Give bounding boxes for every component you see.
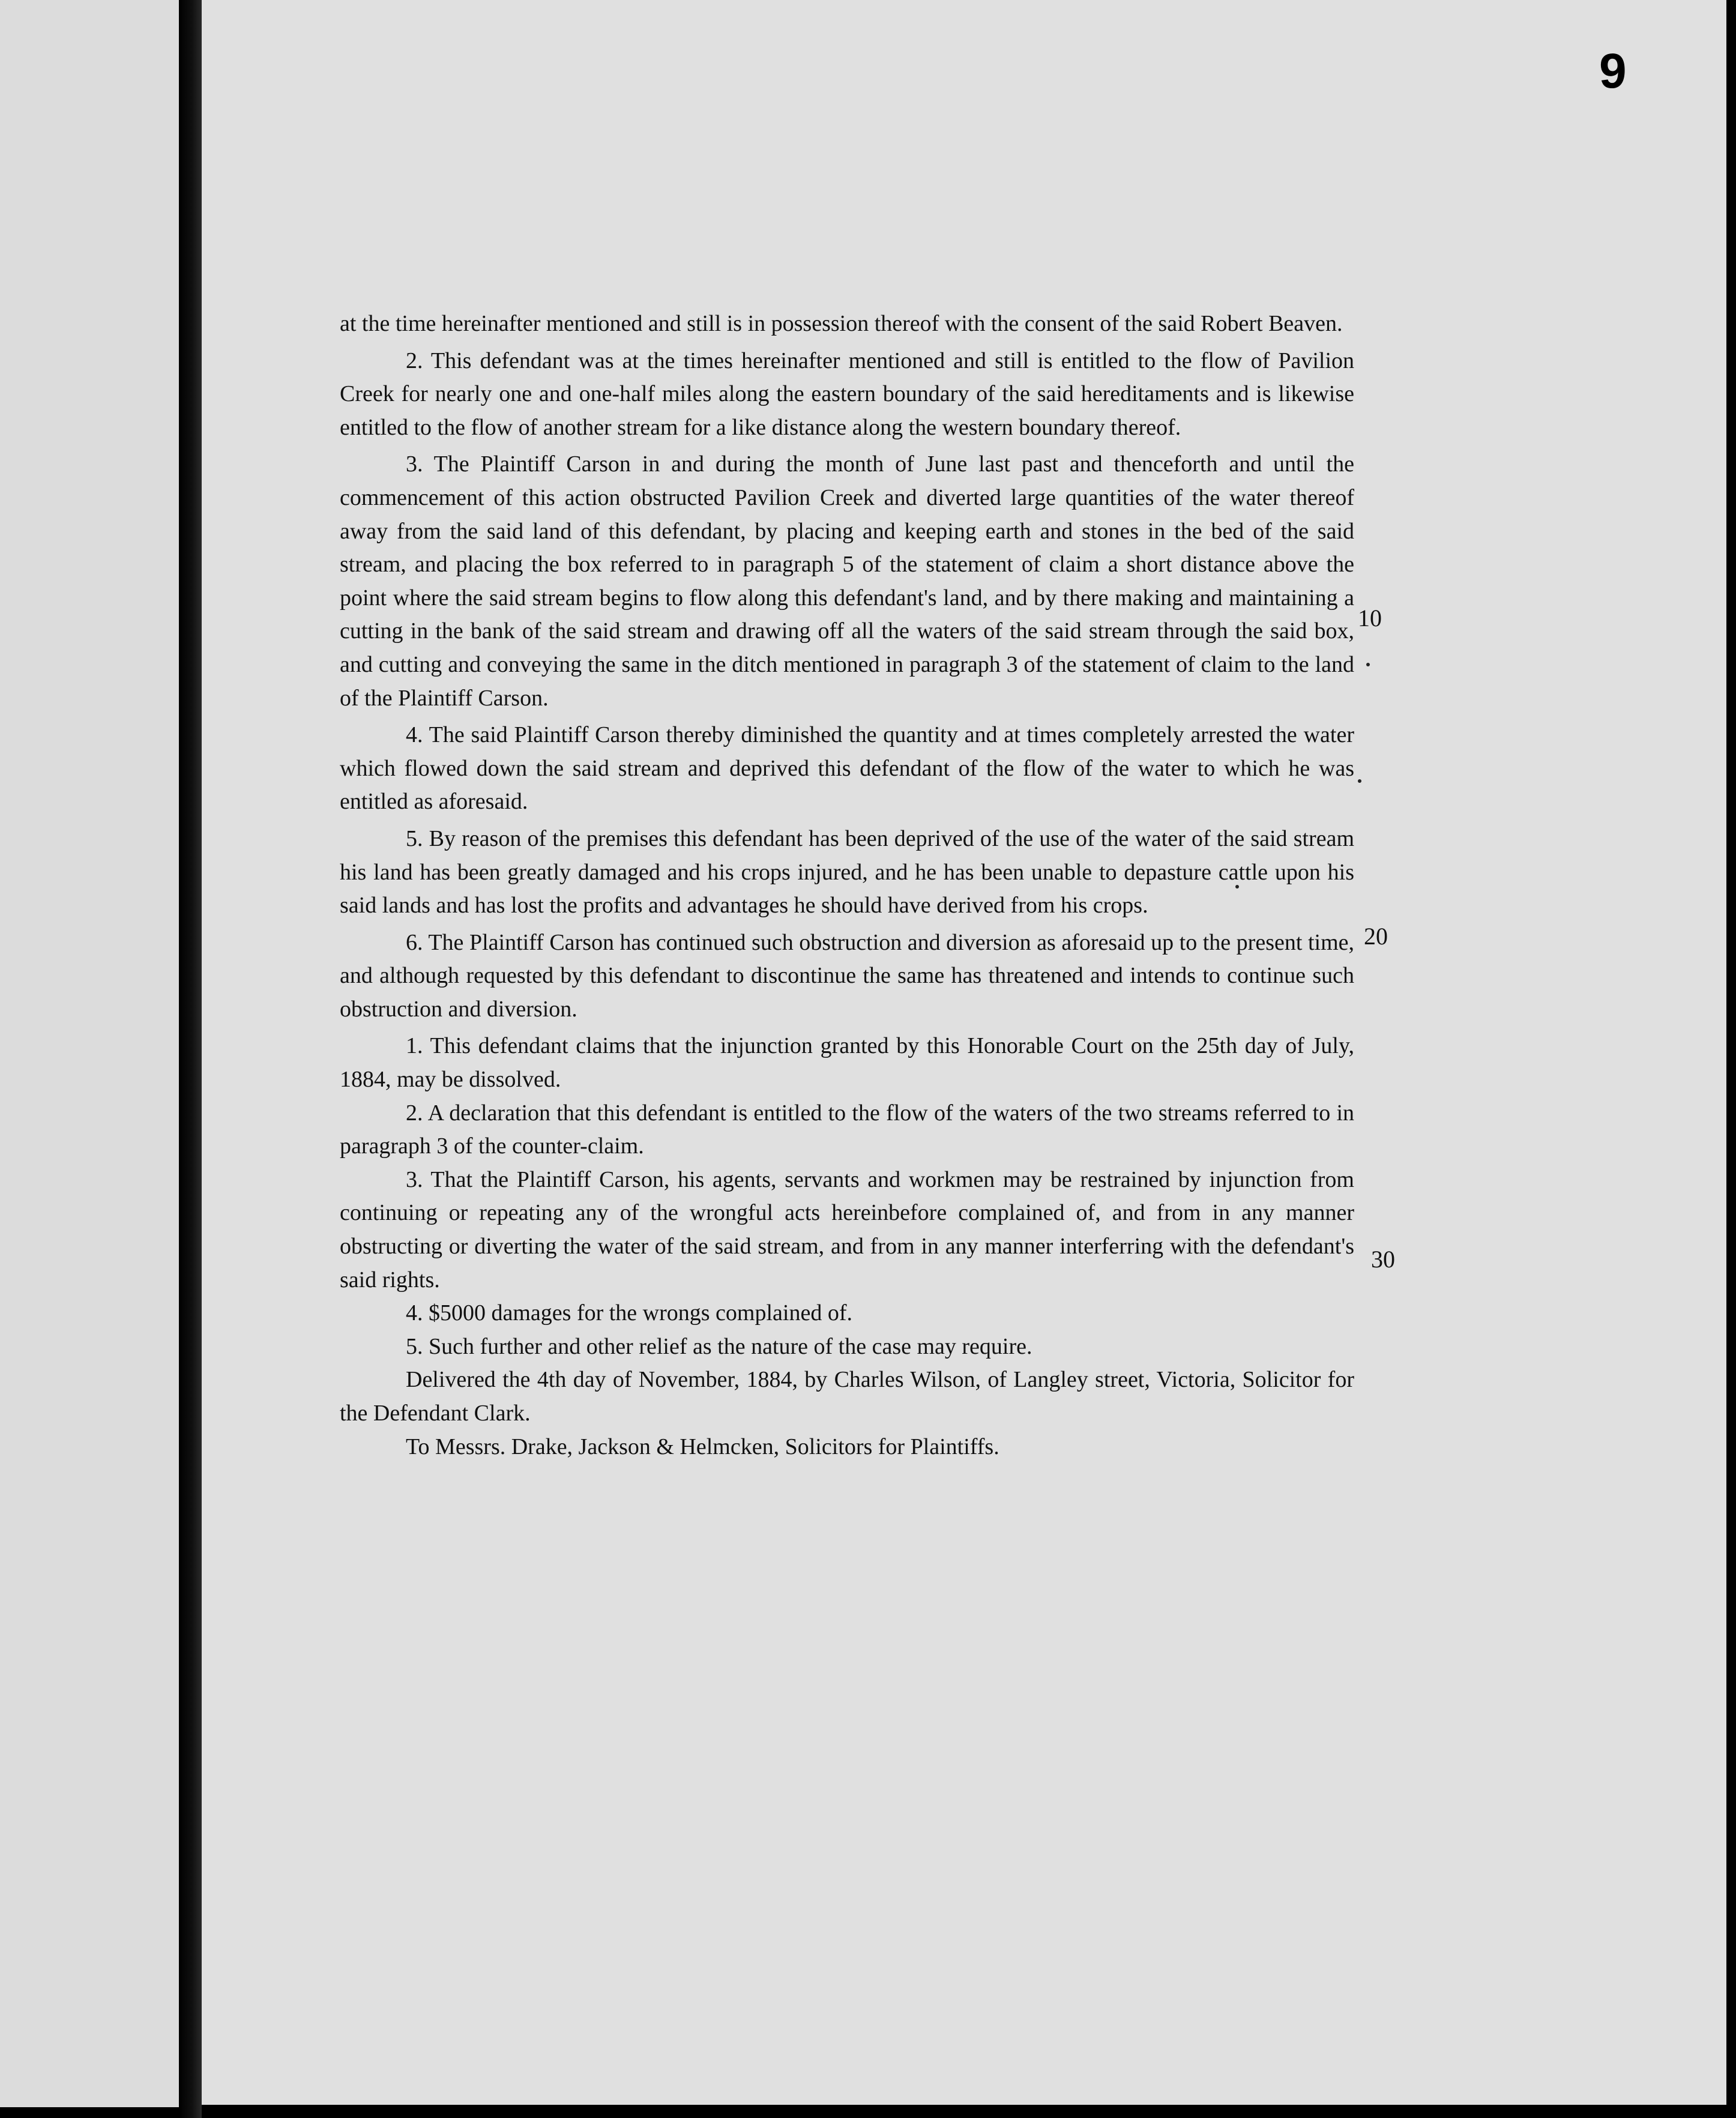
paragraph-4: 4. The said Plaintiff Carson thereby diminished the quantity and at times completely arrested the water which flowed down the said stream and deprived this defendant of the flow of the water to which he was entitled as aforesaid. bbox=[340, 722, 1354, 815]
scan-speck bbox=[1235, 885, 1239, 889]
claim-4: 4. $5000 damages for the wrongs complained of. bbox=[406, 1300, 852, 1326]
binding-shadow bbox=[179, 0, 202, 2118]
document-body bbox=[340, 307, 1354, 1464]
addressee-note: To Messrs. Drake, Jackson & Helmcken, Solicitors for Plaintiffs. bbox=[406, 1434, 999, 1459]
page-number: 9 bbox=[1599, 44, 1627, 98]
claim-2: 2. A declaration that this defendant is entitled to the flow of the waters of the two streams referred to in paragraph 3 of the counter-claim. bbox=[340, 1100, 1354, 1159]
scan-speck bbox=[1358, 779, 1361, 783]
paragraph-3: 3. The Plaintiff Carson in and during the month of June last past and thenceforth and until the commencement of this action obstructed Pavilion Creek and diverted large quantities of the water thereof away from the said land of this defendant, by placing and keeping earth and stones in the bed of the said stream, and placing the box referred to in paragraph 5 of the statement of claim a short distance above the point where the said stream begins to flow along this defendant's land, and by there making and maintaining a cutting in the bank of the said stream and drawing off all the waters of the said stream through the said box, and cutting and conveying the same in the ditch mentioned in paragraph 3 of the statement of claim to the land of the Plaintiff Carson. bbox=[340, 451, 1354, 711]
margin-line-number-20: 20 bbox=[1364, 923, 1388, 950]
delivery-note: Delivered the 4th day of November, 1884, by Charles Wilson, of Langley street, Victoria, Solicitor for the Defendant Clark. bbox=[340, 1367, 1354, 1426]
paragraph-continuation: at the time hereinafter mentioned and still is in possession thereof with the consent of the said Robert Beaven. bbox=[340, 311, 1343, 336]
claim-3: 3. That the Plaintiff Carson, his agents, servants and workmen may be restrained by injunction from continuing or repeating any of the wrongful acts hereinbefore complained of, and from in any manner obstructing or diverting the water of the said stream, and from in any manner interferring with the defendant's said rights. bbox=[340, 1166, 1354, 1293]
paragraph-6: 6. The Plaintiff Carson has continued such obstruction and diversion as aforesaid up to the present time, and although requested by this defendant to discontinue the same has threatened and intends to continue such obstruction and diversion. bbox=[340, 929, 1354, 1022]
left-page-edge bbox=[0, 0, 179, 2107]
paragraph-5: 5. By reason of the premises this defendant has been deprived of the use of the water of the said stream his land has been greatly damaged and his crops injured, and he has been unable to depasture cattle upon his said lands and has lost the profits and advantages he should have derived from his crops. bbox=[340, 825, 1354, 919]
paragraph-2: 2. This defendant was at the times hereinafter mentioned and still is entitled to the flow of Pavilion Creek for nearly one and one-half miles along the eastern boundary of the said hereditaments and is likewise entitled to the flow of another stream for a like distance along the western boundary thereof. bbox=[340, 348, 1354, 440]
scan-speck bbox=[1366, 663, 1370, 666]
claim-1: 1. This defendant claims that the injunction granted by this Honorable Court on the 25th day of July, 1884, may be dissolved. bbox=[340, 1033, 1354, 1093]
margin-line-number-10: 10 bbox=[1358, 605, 1382, 632]
claim-5: 5. Such further and other relief as the nature of the case may require. bbox=[406, 1333, 1032, 1359]
margin-line-number-30: 30 bbox=[1371, 1246, 1395, 1273]
